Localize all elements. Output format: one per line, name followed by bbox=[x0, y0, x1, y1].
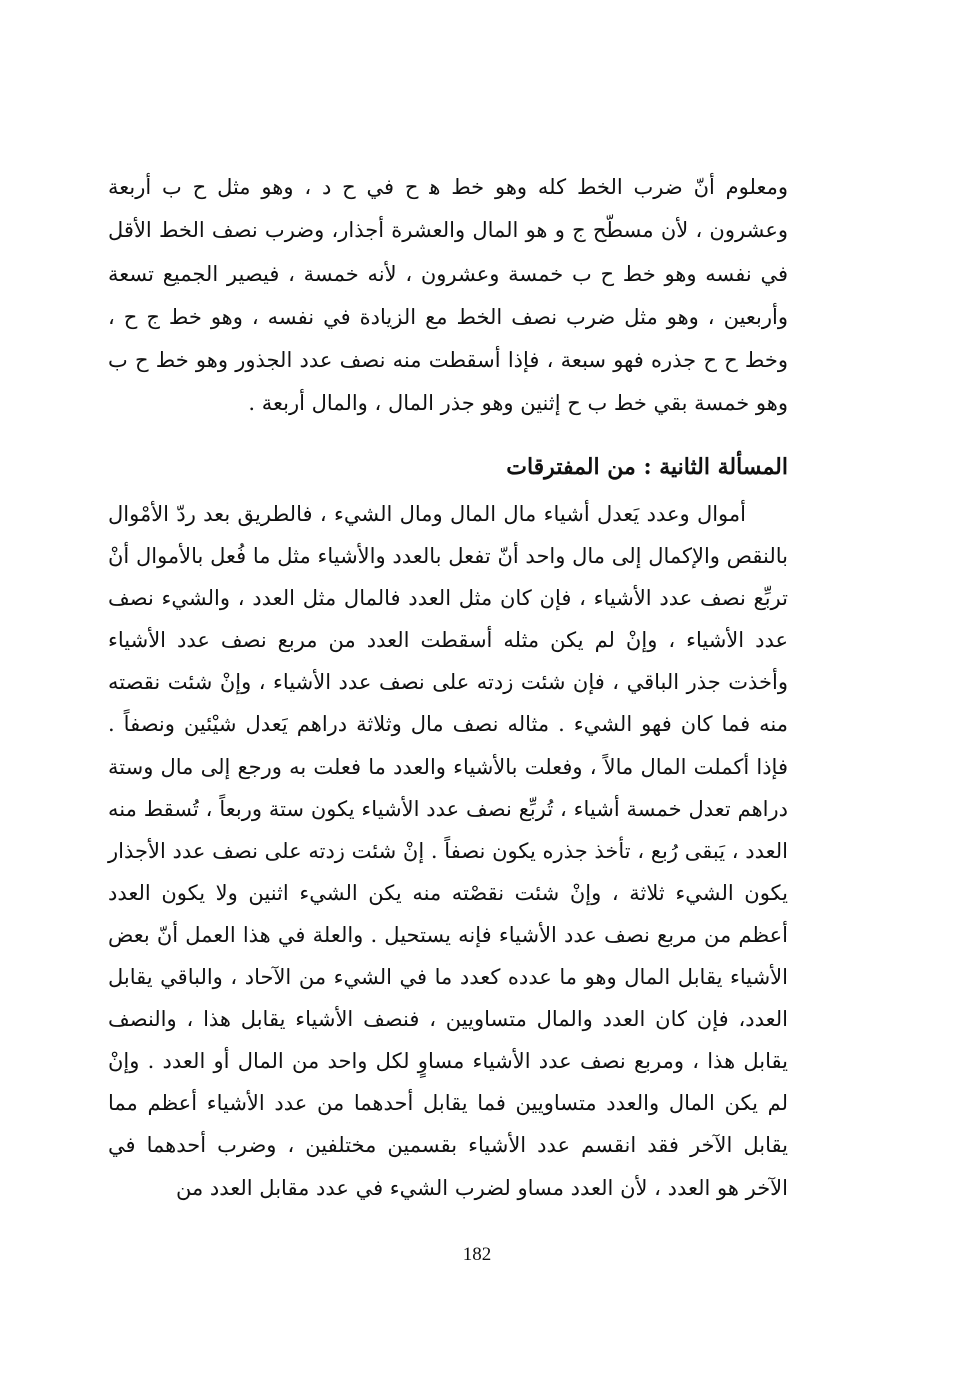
paragraph-text: أموال وعدد يَعدل أشياء مال المال ومال الشيء ، فالطريق بعد ردّ الأمْوال بالنقص والإكمال إلى مال واحد أنّ تفعل بالعدد والأشياء مثل ما فُعل بالأموال أنْ تربِّع نصف عدد الأشياء ، فإن كان مثل العدد فالمال مثل العدد ، والشيء نصف عدد الأشياء ، وإنْ لم يكن مثله أسقطت العدد من مربع نصف عدد الأشياء وأخذت جذر الباقي ، فإن شئت زدته على نصف عدد الأشياء ، وإنْ شئت نقصته منه فما كان فهو الشيء . مثاله نصف مال وثلاثة دراهم يَعدل شيْئين ونصفاً . فإذا أكملت المال مالاً ، وفعلت بالأشياء والعدد ما فعلت به ورجع إلى مال وستة دراهم تعدل خمسة أشياء ، تُربِّع نصف عدد الأشياء يكون ستة وربعاً ، تُسقط منه العدد ، يَبقى رُبع ، تأخذ جذره يكون نصفاً . إنْ شئت زدته على نصف عدد الأجذار يكون الشيء ثلاثة ، وإنْ شئت نقصْته منه يكن الشيء اثنين ولا يكون العدد أعظم من مربع نصف عدد الأشياء فإنه يستحيل . والعلة في هذا العمل أنّ بعض الأشياء يقابل المال وهو ما عدده كعدد ما في الشيء من الآحاد ، والباقي يقابل العدد، فإن كان العدد والمال متساويين ، فنصف الأشياء يقابل هذا ، والنصف يقابل هذا ، ومربع نصف عدد الأشياء مساوٍ لكل واحد من المال أو العدد . وإنْ لم يكن المال والعدد متساويين فما يقابل أحدهما من عدد الأشياء أعظم مما يقابل الآخر فقد انقسم عدد الأشياء بقسمين مختلفين ، وضرب أحدهما في الآخر هو العدد ، لأن العدد مساو لضرب الشيء في عدد مقابل العدد من bbox=[108, 502, 788, 1200]
page-number: 182 bbox=[462, 1244, 492, 1265]
body-text-paragraph-2 bbox=[108, 493, 788, 1209]
section-heading: المسألة الثانية : من المفترقات bbox=[506, 454, 788, 480]
body-text-paragraph-1 bbox=[108, 166, 788, 426]
paragraph-text: ومعلوم أنّ ضرب الخط كله وهو خط ﻫ ح في ح د ، وهو مثل ح ب أربعة وعشرون ، لأن مسطّح ج و هو المال والعشرة أجذار، وضرب نصف الخط الأقل في نفسه وهو خط ح ب خمسة وعشرون ، لأنه خمسة ، فيصير الجميع تسعة وأربعين ، وهو مثل ضرب نصف الخط مع الزيادة في نفسه ، وهو خط ج ح ، وخط ح ح جذره فهو سبعة ، فإذا أسقطت منه نصف عدد الجذور وهو خط ح ب وهو خمسة بقي خط ب ح إثنين وهو جذر المال ، والمال أربعة . bbox=[108, 175, 788, 416]
